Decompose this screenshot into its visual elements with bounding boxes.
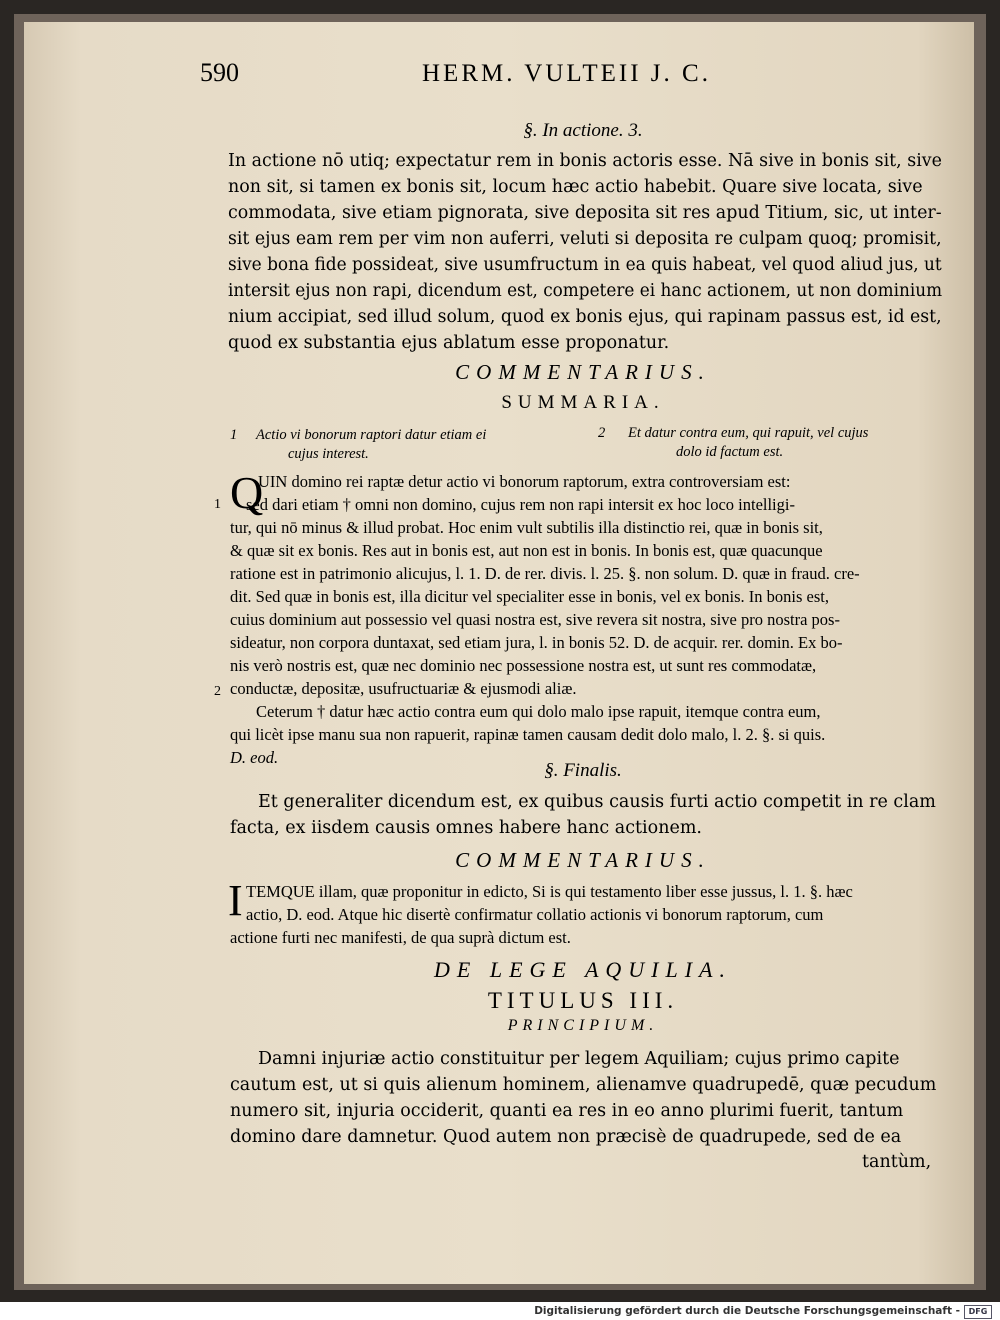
margin-number: 1 [214, 497, 221, 512]
text-line: D. eod. [230, 748, 279, 767]
text-line: intersit ejus non rapi, dicendum est, competere ei hanc actionem, ut non dominium [228, 281, 943, 301]
text-line: actio, D. eod. Atque hic disertè confirmatur collatio actionis vi bonorum raptorum, cum [246, 905, 824, 924]
commentarius-heading: COMMENTARIUS. [455, 360, 711, 384]
text-line: ratione est in patrimonio alicujus, l. 1. D. de rer. divis. l. 25. §. non solum. D. quæ in fraud. cre- [230, 564, 860, 583]
text-line: & quæ sit ex bonis. Res aut in bonis est, aut non est in bonis. In bonis est, quæ quacunque [230, 541, 823, 560]
text-line: numero sit, injuria occiderit, quanti ea res in eo anno plurimi fuerit, tantum [230, 1101, 904, 1121]
running-head [200, 58, 760, 98]
section-heading-in-actione: §. In actione. 3. [523, 120, 643, 141]
text-line: cautum est, ut si quis alienum hominem, alienamve quadrupedē, quæ pecudum [230, 1075, 937, 1095]
running-title: HERM. VULTEII J. C. [422, 60, 711, 87]
text-line: UIN domino rei raptæ detur actio vi bonorum raptorum, extra controversiam est: [258, 472, 791, 491]
text-line: commodata, sive etiam pignorata, sive deposita sit res apud Titium, sic, ut inter- [228, 203, 942, 223]
dfg-logo: DFG [964, 1305, 992, 1319]
text-line: In actione nō utiq; expectatur rem in bonis actoris esse. Nā sive in bonis sit, sive [228, 151, 942, 171]
text-line: Damni injuriæ actio constituitur per legem Aquiliam; cujus primo capite [258, 1049, 900, 1069]
text-line: TEMQUE illam, quæ proponitur in edicto, Si is qui testamento liber esse jussus, l. 1. §. hæc [246, 882, 853, 901]
summaria-item-text: Et datur contra eum, qui rapuit, vel cujus [628, 425, 869, 441]
text-line: sed dari etiam † omni non domino, cujus rem non rapi intersit ex hoc loco intelligi- [246, 495, 795, 514]
text-line: conductæ, depositæ, usufructuariæ & ejusmodi aliæ. [230, 679, 577, 698]
text-line: qui licèt ipse manu sua non rapuerit, rapinæ tamen causam dedit dolo malo, l. 2. §. si quis. [230, 725, 826, 744]
text-line: actione furti nec manifesti, de qua suprà dictum est. [230, 928, 571, 947]
text-line: dit. Sed quæ in bonis est, illa dicitur vel specialiter esse in bonis, vel ex bonis. In bonis est, [230, 587, 829, 606]
text-line: sideatur, non corpora duntaxat, sed etiam jura, l. in bonis 52. D. de acquir. rer. domin. Ex bo- [230, 633, 843, 652]
summaria-item-text: Actio vi bonorum raptori datur etiam ei [256, 427, 487, 443]
catchword: tantùm, [862, 1152, 932, 1172]
principium-heading: PRINCIPIUM. [507, 1017, 659, 1034]
text-line: tur, qui nō minus & illud probat. Hoc enim vult subtilis illa distinctio rei, quæ in bonis sit, [230, 518, 823, 537]
page-number: 590 [200, 58, 239, 87]
text-line: nis verò nostris est, quæ nec dominio nec possessione nostra est, ut sunt res commodatæ, [230, 656, 817, 675]
drop-capital: I [228, 876, 243, 925]
summaria-item-text: cujus interest. [288, 446, 369, 462]
footer-bar [0, 1302, 1000, 1320]
margin-number: 2 [214, 684, 221, 699]
text-line: Et generaliter dicendum est, ex quibus causis furti actio competit in re clam [258, 792, 936, 812]
drop-capital: Q [230, 467, 264, 518]
text-line: cuius dominium aut possessio vel quasi nostra est, sive revera sit nostra, sive pro nostra pos- [230, 610, 840, 629]
summaria-item-number: 2 [598, 425, 606, 441]
summaria-item-number: 1 [230, 427, 238, 443]
summaria-heading: SUMMARIA. [501, 392, 665, 413]
text-line: non sit, si tamen ex bonis sit, locum hæc actio habebit. Quare sive locata, sive [228, 177, 923, 197]
text-line: quod ex substantia ejus ablatum esse proponatur. [228, 333, 670, 353]
commentarius-heading: COMMENTARIUS. [455, 848, 711, 872]
text-line: sive bona fide possideat, sive usumfructum in ea quis habeat, vel quod aliud jus, ut [228, 255, 942, 275]
text-line: nium accipiat, sed illud solum, quod ex bonis ejus, qui rapinam passus est, id est, [228, 307, 942, 327]
text-line: facta, ex iisdem causis omnes habere hanc actionem. [230, 818, 702, 838]
footer-credit: Digitalisierung gefördert durch die Deutsche Forschungsgemeinschaft - [534, 1305, 960, 1317]
titulus-heading: TITULUS III. [487, 988, 679, 1013]
text-line: Ceterum † datur hæc actio contra eum qui dolo malo ipse rapuit, itemque contra eum, [256, 702, 821, 721]
title-de-lege-aquilia: DE LEGE AQUILIA. [434, 957, 732, 982]
summaria-item-text: dolo id factum est. [676, 444, 784, 460]
section-heading-finalis: §. Finalis. [544, 760, 622, 781]
text-line: sit ejus eam rem per vim non auferri, veluti si deposita re culpam quoq; promisit, [228, 229, 942, 249]
text-line: domino dare damnetur. Quod autem non præcisè de quadrupede, sed de ea [230, 1127, 902, 1147]
